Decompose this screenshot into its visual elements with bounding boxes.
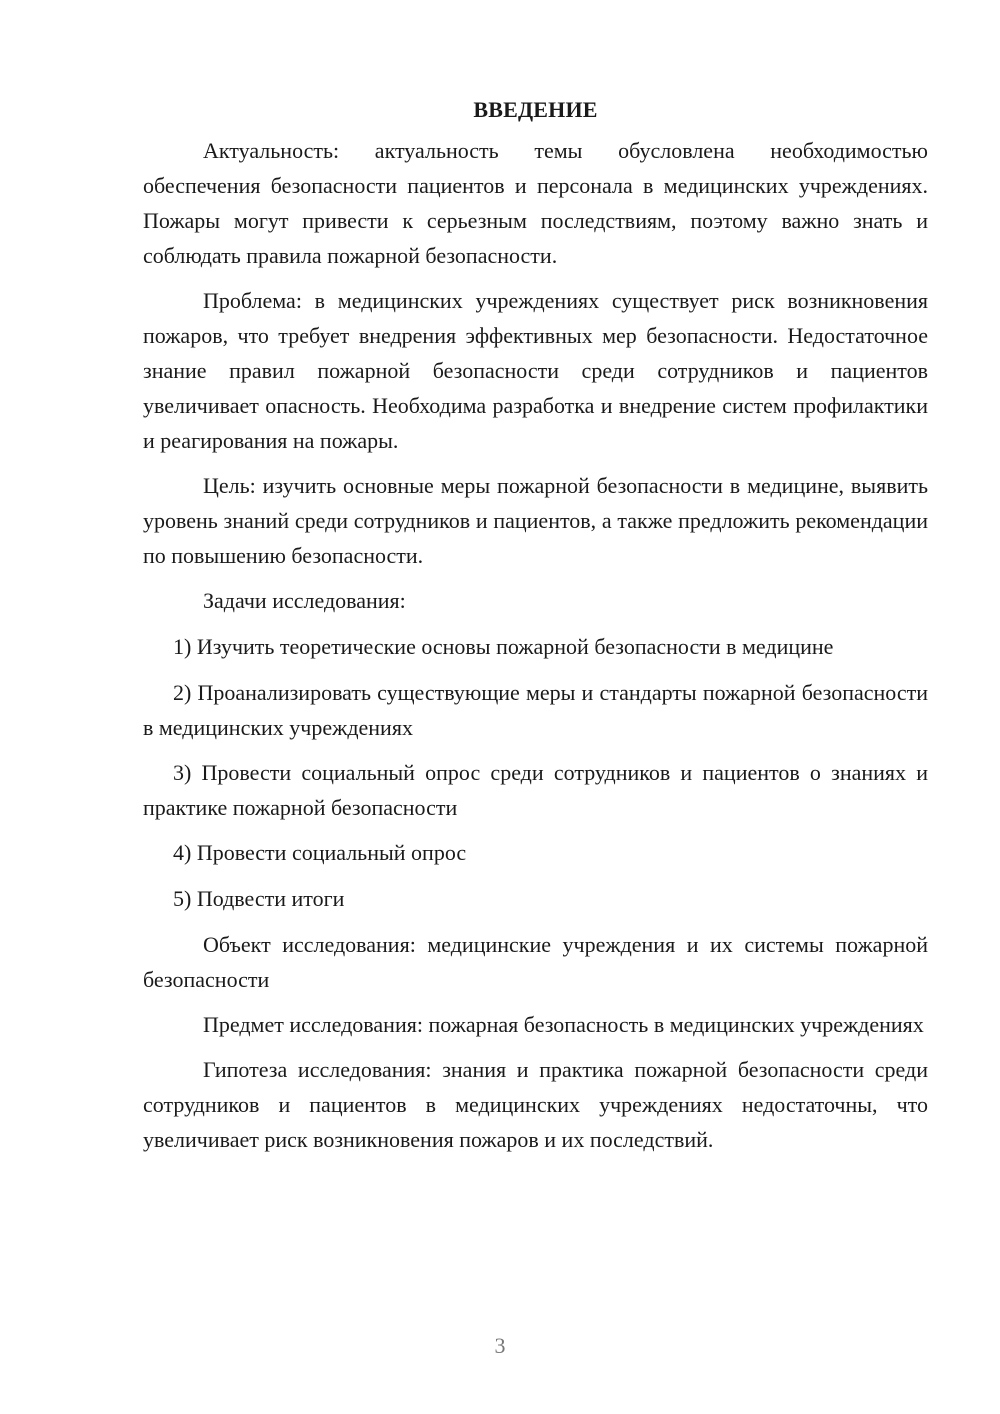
document-page bbox=[143, 92, 928, 1167]
goal-paragraph: Цель: изучить основные меры пожарной безопасности в медицине, выявить уровень знаний среди сотрудников и пациентов, а также предложить рекомендации по повышению безопасности. bbox=[143, 473, 928, 568]
subject-paragraph: Предмет исследования: пожарная безопасность в медицинских учреждениях bbox=[203, 1012, 924, 1037]
task-item: 1) Изучить теоретические основы пожарной безопасности в медицине bbox=[173, 634, 834, 659]
task-item: 4) Провести социальный опрос bbox=[173, 840, 467, 865]
tasks-heading: Задачи исследования: bbox=[203, 588, 406, 613]
problem-paragraph: Проблема: в медицинских учреждениях существует риск возникновения пожаров, что требует внедрения эффективных мер безопасности. Недостаточное знание правил пожарной безопасности среди сотрудников и пациентов увеличивает опасность. Необходима разработка и внедрение систем профилактики и реагирования на пожары. bbox=[143, 288, 928, 453]
task-item: 5) Подвести итоги bbox=[173, 886, 345, 911]
relevance-paragraph: Актуальность: актуальность темы обусловлена необходимостью обеспечения безопасности пациентов и персонала в медицинских учреждениях. Пожары могут привести к серьезным последствиям, поэтому важно знать и соблюдать правила пожарной безопасности. bbox=[143, 138, 928, 268]
hypothesis-paragraph: Гипотеза исследования: знания и практика пожарной безопасности среди сотрудников и пациентов в медицинских учреждениях недостаточны, что увеличивает риск возникновения пожаров и их последствий. bbox=[143, 1057, 928, 1152]
page-number: 3 bbox=[494, 1333, 506, 1358]
task-item: 2) Проанализировать существующие меры и стандарты пожарной безопасности в медицинских учреждениях bbox=[143, 680, 928, 740]
task-item: 3) Провести социальный опрос среди сотрудников и пациентов о знаниях и практике пожарной безопасности bbox=[143, 760, 928, 820]
object-paragraph: Объект исследования: медицинские учреждения и их системы пожарной безопасности bbox=[143, 932, 928, 992]
section-title: ВВЕДЕНИЕ bbox=[473, 97, 598, 122]
